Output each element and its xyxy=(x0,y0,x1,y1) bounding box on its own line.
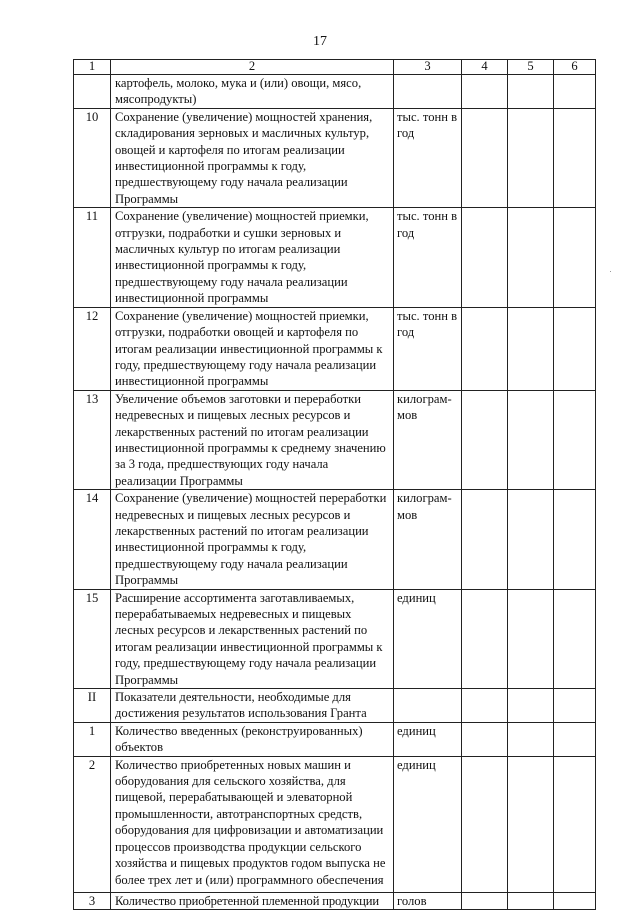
indicators-table xyxy=(73,59,596,910)
indicator-name: Количество приобретенных новых машин и оборудования для сельского хозяйства, для пищевой, перерабатывающей и элеваторной промышленности, автотранспортных средств, оборудования для цифровизации и автоматизации процессов производства продукции сельского хозяйства и пищевых продуктов годом выпуска не более трех лет и (или) программного обеспечения xyxy=(111,756,394,892)
value-cell xyxy=(462,589,508,688)
value-cell xyxy=(508,390,554,489)
table-row xyxy=(74,689,596,723)
value-cell xyxy=(462,108,508,207)
column-header: 5 xyxy=(508,60,554,75)
value-cell xyxy=(508,490,554,589)
section-title: Показатели деятельности, необходимые для достижения результатов использования Гранта xyxy=(111,689,394,723)
value-cell xyxy=(508,892,554,909)
indicator-name: Сохранение (увеличение) мощностей переработки недревесных и пищевых лесных ресурсов и лекарственных растений по итогам реализации инвестиционной программы к году, предшествующему году начала реализации Программы xyxy=(111,490,394,589)
table-row xyxy=(74,108,596,207)
unit-cell: килограм-мов xyxy=(394,390,462,489)
column-header: 4 xyxy=(462,60,508,75)
row-number: 15 xyxy=(74,589,111,688)
value-cell xyxy=(508,722,554,756)
value-cell xyxy=(554,108,596,207)
unit-cell: единиц xyxy=(394,756,462,892)
value-cell xyxy=(554,722,596,756)
row-number: 2 xyxy=(74,756,111,892)
row-number: 12 xyxy=(74,307,111,390)
unit-cell xyxy=(394,75,462,109)
indicator-name: Расширение ассортимента заготавливаемых, перерабатываемых недревесных и пищевых лесных ресурсов и лекарственных растений по итогам реализации инвестиционной программы к году, предшествующему году начала реализации Программы xyxy=(111,589,394,688)
indicator-name: Количество введенных (реконструированных) объектов xyxy=(111,722,394,756)
table-row xyxy=(74,208,596,307)
indicator-name: Увеличение объемов заготовки и переработки недревесных и пищевых лесных ресурсов и лекарственных растений по итогам реализации инвестиционной программы к среднему значению за 3 года, предшествующих году начала реализации Программы xyxy=(111,390,394,489)
value-cell xyxy=(462,75,508,109)
indicator-name: Сохранение (увеличение) мощностей приемки, отгрузки, подработки овощей и картофеля по итогам реализации инвестиционной программы к году, предшествующему году начала реализации инвестиционной программы xyxy=(111,307,394,390)
value-cell xyxy=(462,307,508,390)
value-cell xyxy=(508,589,554,688)
value-cell xyxy=(554,892,596,909)
unit-cell: голов xyxy=(394,892,462,909)
table-row xyxy=(74,390,596,489)
indicator-name: картофель, молоко, мука и (или) овощи, мясо, мясопродукты) xyxy=(111,75,394,109)
value-cell xyxy=(554,689,596,723)
value-cell xyxy=(508,689,554,723)
value-cell xyxy=(462,892,508,909)
value-cell xyxy=(554,589,596,688)
table-row xyxy=(74,722,596,756)
row-number: 10 xyxy=(74,108,111,207)
value-cell xyxy=(554,307,596,390)
table-row xyxy=(74,756,596,892)
unit-cell: тыс. тонн в год xyxy=(394,307,462,390)
indicator-name: Количество приобретенной племенной продукции xyxy=(111,892,394,909)
column-header: 2 xyxy=(111,60,394,75)
row-number: 14 xyxy=(74,490,111,589)
unit-cell: килограм-мов xyxy=(394,490,462,589)
table-header-row xyxy=(74,60,596,75)
row-number xyxy=(74,75,111,109)
unit-cell: единиц xyxy=(394,589,462,688)
row-number: 1 xyxy=(74,722,111,756)
section-number: II xyxy=(74,689,111,723)
row-number: 13 xyxy=(74,390,111,489)
value-cell xyxy=(462,490,508,589)
value-cell xyxy=(508,108,554,207)
value-cell xyxy=(554,208,596,307)
column-header: 1 xyxy=(74,60,111,75)
page-number: 17 xyxy=(313,34,327,49)
value-cell xyxy=(462,689,508,723)
table-row xyxy=(74,75,596,109)
value-cell xyxy=(508,208,554,307)
value-cell xyxy=(554,390,596,489)
value-cell xyxy=(554,490,596,589)
indicator-name: Сохранение (увеличение) мощностей приемки, отгрузки, подработки и сушки зерновых и масличных культур по итогам реализации инвестиционной программы к году, предшествующему году начала реализации инвестиционной программы xyxy=(111,208,394,307)
unit-cell: тыс. тонн в год xyxy=(394,208,462,307)
unit-cell xyxy=(394,689,462,723)
value-cell xyxy=(508,75,554,109)
column-header: 3 xyxy=(394,60,462,75)
scan-speck xyxy=(610,271,611,272)
value-cell xyxy=(554,756,596,892)
table-row xyxy=(74,892,596,909)
table-row xyxy=(74,589,596,688)
row-number: 3 xyxy=(74,892,111,909)
unit-cell: тыс. тонн в год xyxy=(394,108,462,207)
value-cell xyxy=(462,722,508,756)
value-cell xyxy=(462,390,508,489)
column-header: 6 xyxy=(554,60,596,75)
value-cell xyxy=(462,208,508,307)
value-cell xyxy=(462,756,508,892)
value-cell xyxy=(508,307,554,390)
indicator-name: Сохранение (увеличение) мощностей хранения, складирования зерновых и масличных культур, овощей и картофеля по итогам реализации инвестиционной программы к году, предшествующему году начала реализации Программы xyxy=(111,108,394,207)
value-cell xyxy=(508,756,554,892)
table-row xyxy=(74,307,596,390)
unit-cell: единиц xyxy=(394,722,462,756)
table-row xyxy=(74,490,596,589)
value-cell xyxy=(554,75,596,109)
row-number: 11 xyxy=(74,208,111,307)
